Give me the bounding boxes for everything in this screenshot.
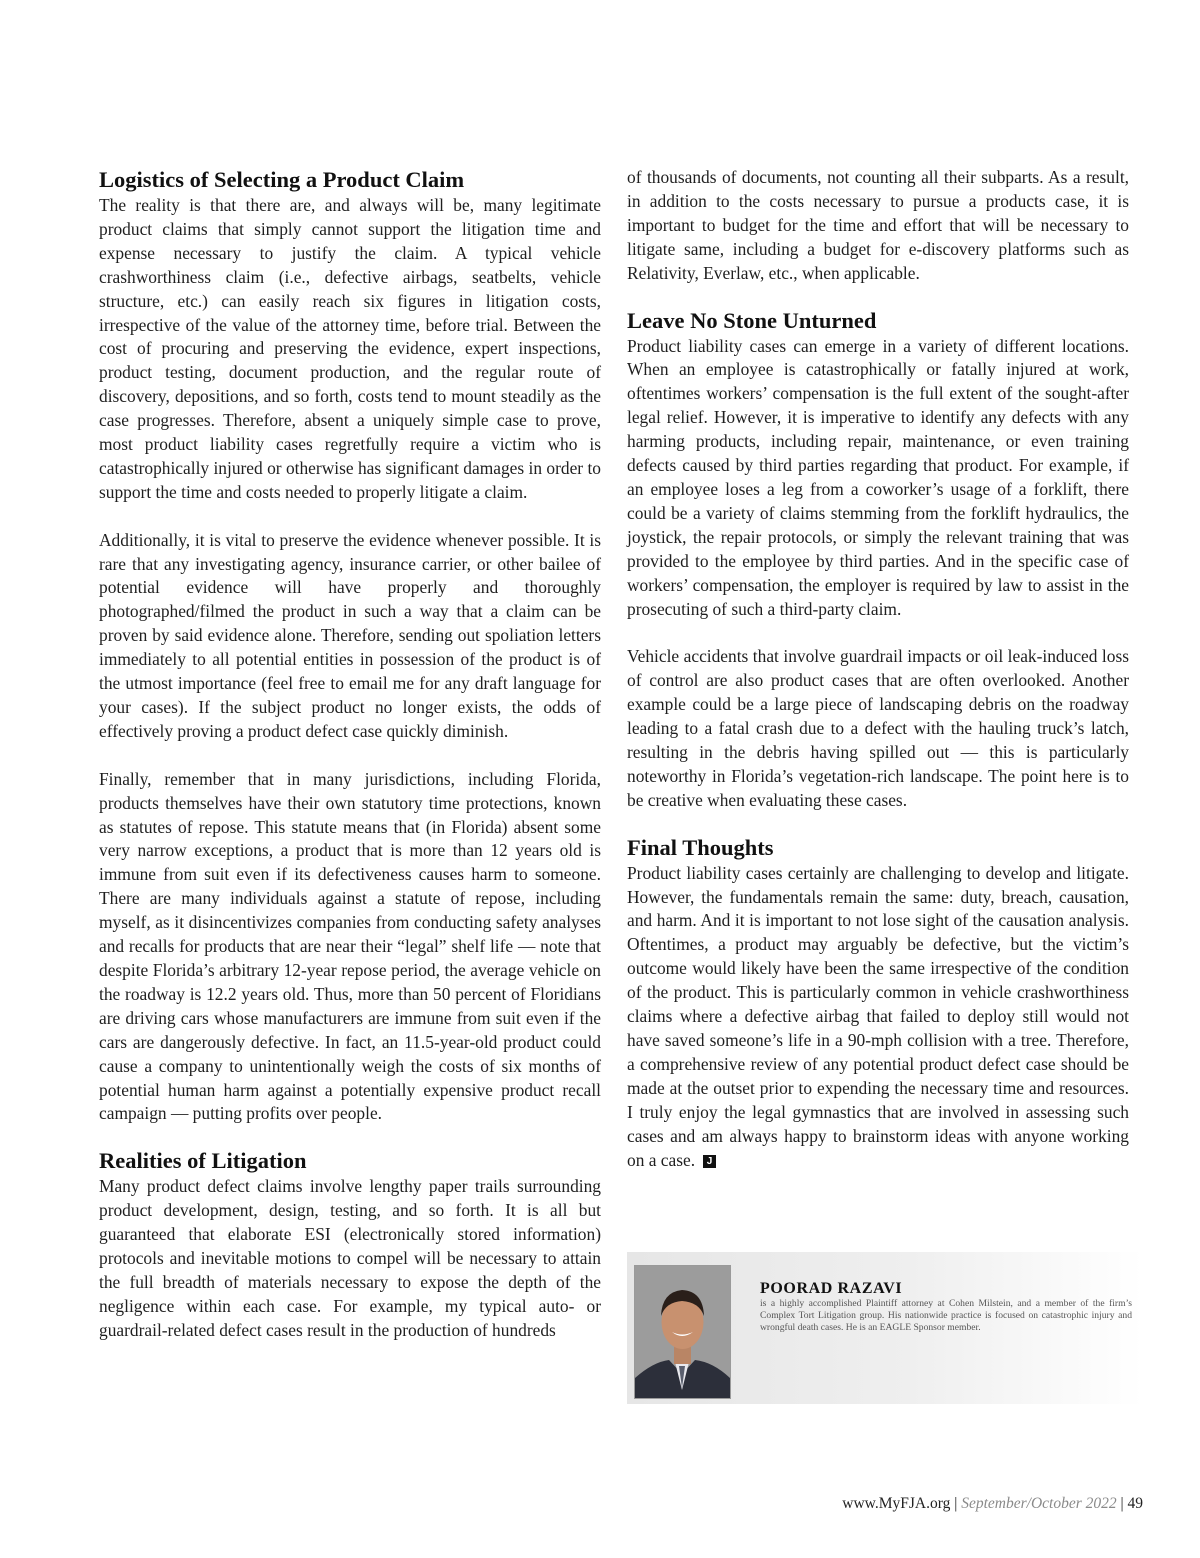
right-column: [627, 166, 1129, 1172]
section-heading-leave-no-stone: Leave No Stone Unturned: [627, 307, 877, 333]
author-bio-box: [627, 1252, 1143, 1404]
paragraph: Product liability cases can emerge in a variety of different locations. When an employee is catastrophically or fatally injured at work, oftentimes workers’ compensation is the full extent of the sought-after legal relief. However, it is imperative to identify any defects with any harming products, including repair, maintenance, or even training defects caused by third parties regarding that product. For example, if an employee loses a leg from a coworker’s usage of a forklift, there could be a variety of claims stemming from the forklift hydraulics, the joystick, the repair protocols, or simply the relevant training that was provided to the employee by third parties. And in the specific case of workers’ compensation, the employer is required by law to assist in the prosecuting of such a third-party claim.: [627, 335, 1129, 619]
author-portrait-icon: [635, 1266, 730, 1398]
page-footer: [842, 1495, 1143, 1513]
section-heading-realities: Realities of Litigation: [99, 1148, 307, 1174]
footer-separator: |: [1120, 1495, 1124, 1512]
paragraph: Additionally, it is vital to preserve the evidence whenever possible. It is rare that any investigating agency, insurance carrier, or other bailee of potential evidence will have properly and thoroughly photographed/filmed the product in such a way that a claim can be proven by said evidence alone. Therefore, sending out spoliation letters immediately to all potential entities in possession of the product is of the utmost importance (feel free to email me for any draft language for your cases). If the subject product no longer exists, the odds of effectively proving a product defect case quickly diminish.: [99, 529, 601, 741]
author-name: POORAD RAZAVI: [760, 1280, 903, 1297]
footer-website: www.MyFJA.org: [842, 1495, 951, 1512]
left-column: [99, 166, 601, 1343]
section-heading-logistics: Logistics of Selecting a Product Claim: [99, 167, 465, 192]
author-photo: [634, 1265, 731, 1399]
footer-issue-date: September/October 2022: [961, 1495, 1117, 1512]
paragraph: of thousands of documents, not counting all their subparts. As a result, in addition to the costs necessary to pursue a products case, it is important to budget for the time and effort that will be necessary to litigate same, including a budget for e-discovery platforms such as Relativity, Everlaw, etc., when applicable.: [627, 167, 1129, 283]
paragraph: Finally, remember that in many jurisdictions, including Florida, products themselves have their own statutory time protections, known as statutes of repose. This statute means that (in Florida) absent some very narrow exceptions, a product that is more than 12 years old is immune from suit even if its defectiveness causes harm to someone. There are many individuals against a statute of repose, including myself, as it disincentivizes companies from conducting safety analyses and recalls for products that are near their “legal” shelf life — note that despite Florida’s arbitrary 12-year repose period, the average vehicle on the roadway is 12.2 years old. Thus, more than 50 percent of Floridians are driving cars whose manufacturers are immune from suit even if the cars are dangerously defective. In fact, an 11.5-year-old product could cause a company to unintentionally weigh the costs of six months of potential human harm against a potentially expensive product recall campaign — putting profits over people.: [99, 768, 601, 1124]
paragraph: Vehicle accidents that involve guardrail impacts or oil leak-induced loss of control are also product cases that are often overlooked. Another example could be a large piece of landscaping debris on the roadway leading to a fatal crash due to a defect with the hauling truck’s latch, resulting in the debris having spilled out — this is particularly noteworthy in Florida’s vegetation-rich landscape. The point here is to be creative when evaluating these cases.: [627, 646, 1129, 810]
author-bio-text: [760, 1280, 1132, 1333]
author-description: is a highly accomplished Plaintiff attorney at Cohen Milstein, and a member of the firm’s Complex Tort Litigation group. His nationwide practice is focused on catastrophic injury and wrongful death cases. He is an EAGLE Sponsor member.: [760, 1298, 1132, 1333]
journal-end-mark-icon: J: [703, 1155, 716, 1168]
paragraph-final: [627, 862, 1129, 1173]
footer-separator: |: [954, 1495, 958, 1512]
paragraph-text: Product liability cases certainly are challenging to develop and litigate. However, the fundamentals remain the same: duty, breach, causation, and harm. And it is important to not lose sight of the causation analysis. Oftentimes, a product may arguably be defective, but the victim’s outcome would likely have been the same irrespective of the condition of the product. This is particularly common in vehicle crashworthiness claims where a defective airbag that failed to deploy still would not have saved someone’s life in a 90-mph collision with a tree. Therefore, a comprehensive review of any potential product defect case should be made at the outset prior to expending the necessary time and resources. I truly enjoy the legal gymnastics that are involved in assessing such cases and am always happy to brainstorm ideas with anyone working on a case.: [627, 862, 1129, 1170]
section-heading-final-thoughts: Final Thoughts: [627, 834, 774, 860]
paragraph: The reality is that there are, and always will be, many legitimate product claims that simply cannot support the litigation time and expense necessary to justify the claim. A typical vehicle crashworthiness claim (i.e., defective airbags, seatbelts, vehicle structure, etc.) can easily reach six figures in litigation costs, irrespective of the value of the attorney time, before trial. Between the cost of procuring and preserving the evidence, expert inspections, product testing, document production, and the regular route of discovery, depositions, and so forth, costs tend to mount steadily as the case progresses. Therefore, absent a uniquely simple case to prove, most product liability cases regretfully require a victim who is catastrophically injured or otherwise has significant damages in order to support the time and costs needed to properly litigate a claim.: [99, 195, 601, 502]
paragraph: Many product defect claims involve lengthy paper trails surrounding product development, design, testing, and so forth. It is all but guaranteed that elaborate ESI (electronically stored information) protocols and inevitable motions to compel will be necessary to attain the full breadth of materials necessary to expose the depth of the negligence within each case. For example, my typical auto- or guardrail-related defect cases result in the production of hundreds: [99, 1176, 601, 1340]
page-number: 49: [1127, 1495, 1143, 1512]
